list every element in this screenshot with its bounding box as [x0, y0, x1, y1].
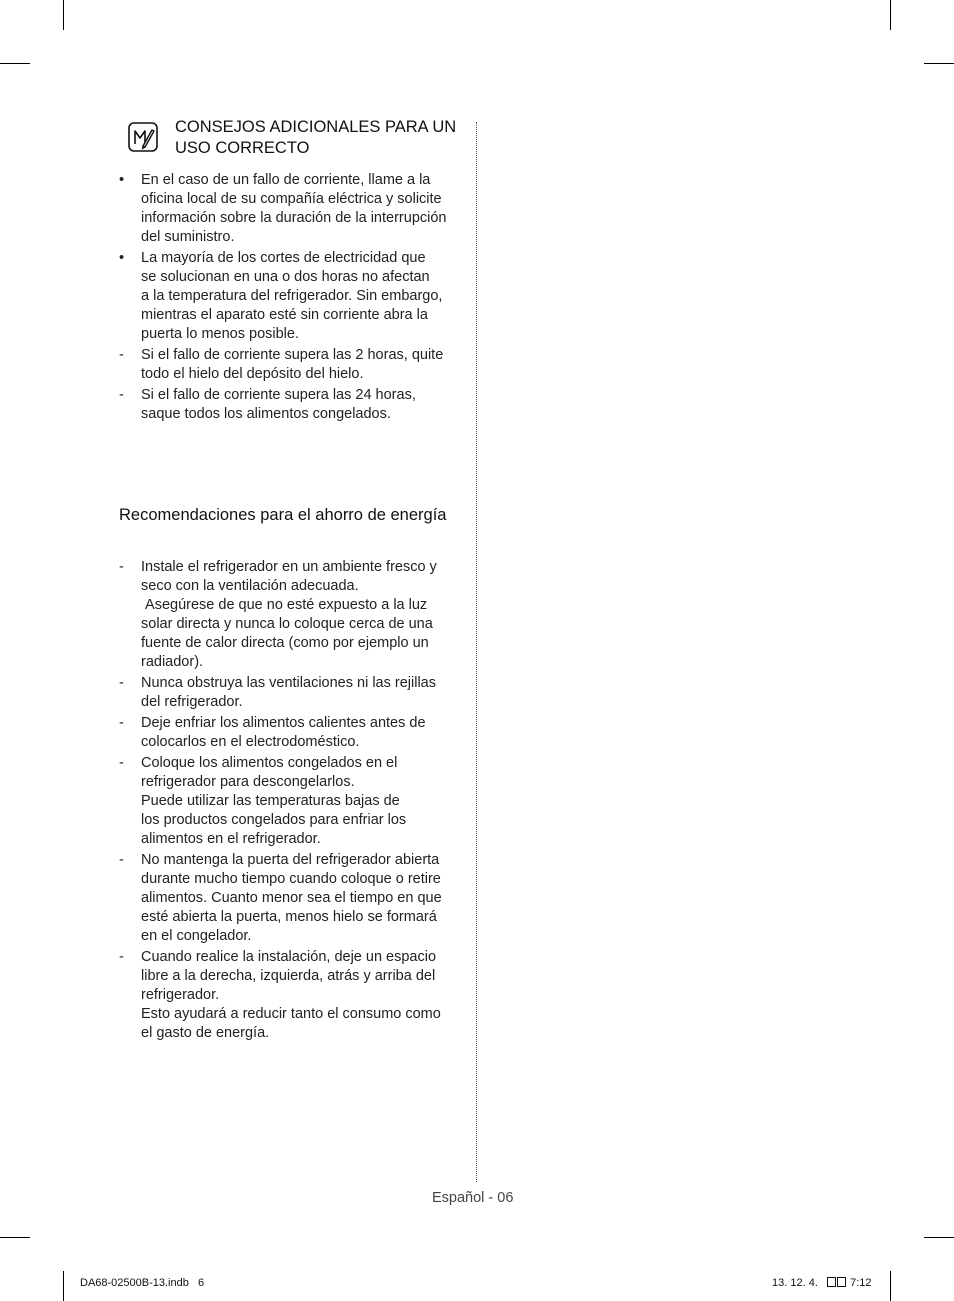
tip-title: CONSEJOS ADICIONALES PARA UN USO CORRECTO [175, 118, 457, 157]
crop-mark [0, 1237, 30, 1238]
page-number: Español - 06 [432, 1190, 514, 1206]
list-marker: - [119, 559, 124, 575]
list-item-line: del suministro. [141, 229, 235, 245]
list-item [119, 674, 469, 712]
list-item-line: Coloque los alimentos congelados en el [141, 755, 398, 771]
list-item-line: colocarlos en el electrodoméstico. [141, 734, 360, 750]
list-item-line: se solucionan en una o dos horas no afectan [141, 269, 430, 285]
list-item-line: mientras el aparato esté sin corriente abra la [141, 307, 428, 323]
list-item-line: refrigerador. [141, 987, 220, 1003]
list-item [119, 851, 469, 946]
list-marker: - [119, 852, 124, 868]
list-marker: - [119, 387, 124, 403]
list-item-line: No mantenga la puerta del refrigerador abierta [141, 852, 440, 868]
list-item [119, 386, 469, 424]
list-item [119, 754, 469, 849]
list-marker: - [119, 949, 124, 965]
list-item-line: durante mucho tiempo cuando coloque o retire [141, 871, 441, 887]
print-date: 13. 12. 4. [772, 1277, 818, 1289]
column-divider [476, 122, 477, 1182]
list-item-line: todo el hielo del depósito del hielo. [141, 366, 364, 382]
list-marker: • [119, 172, 125, 188]
list-item [119, 171, 469, 247]
list-marker: - [119, 755, 124, 771]
crop-mark [890, 1271, 891, 1301]
list-item-line: el gasto de energía. [141, 1025, 270, 1041]
print-date-time [772, 1277, 872, 1289]
list-item-line: oficina local de su compañía eléctrica y solicite [141, 191, 442, 207]
list-item-line: los productos congelados para enfriar los [141, 812, 407, 828]
list-item-line: Instale el refrigerador en un ambiente fresco y [141, 559, 437, 575]
list-item-line: saque todos los alimentos congelados. [141, 406, 391, 422]
glyph-box-icon [827, 1277, 836, 1287]
list-marker: - [119, 347, 124, 363]
list-item [119, 714, 469, 752]
list-item-line: Deje enfriar los alimentos calientes antes de [141, 715, 426, 731]
energy-list [119, 558, 469, 1045]
list-item [119, 558, 469, 672]
list-item-line: La mayoría de los cortes de electricidad que [141, 250, 426, 266]
list-item-line: refrigerador para descongelarlos. [141, 774, 355, 790]
tip-list [119, 171, 469, 426]
list-item-line: a la temperatura del refrigerador. Sin embargo, [141, 288, 443, 304]
note-pencil-icon [128, 122, 158, 152]
list-marker: - [119, 675, 124, 691]
crop-mark [924, 63, 954, 64]
list-item-line: alimentos. Cuanto menor sea el tiempo en que [141, 890, 442, 906]
list-item-line: del refrigerador. [141, 694, 243, 710]
list-item-line: En el caso de un fallo de corriente, llame a la [141, 172, 431, 188]
list-marker: - [119, 715, 124, 731]
list-item-line: solar directa y nunca lo coloque cerca de una [141, 616, 433, 632]
list-item-line: esté abierta la puerta, menos hielo se formará [141, 909, 437, 925]
list-item-line: Cuando realice la instalación, deje un espacio [141, 949, 437, 965]
list-item-line: libre a la derecha, izquierda, atrás y arriba del [141, 968, 436, 984]
glyph-box-icon [837, 1277, 846, 1287]
list-item-line: puerta lo menos posible. [141, 326, 299, 342]
list-item-line: Asegúrese de que no esté expuesto a la luz [141, 597, 428, 613]
list-item [119, 948, 469, 1043]
list-item-line: alimentos en el refrigerador. [141, 831, 321, 847]
list-item-line: radiador). [141, 654, 204, 670]
list-item-line: fuente de calor directa (como por ejemplo un [141, 635, 429, 651]
file-info: DA68-02500B-13.indb 6 [80, 1277, 205, 1289]
print-time: 7:12 [850, 1277, 872, 1289]
list-item-line: Si el fallo de corriente supera las 2 horas, quite [141, 347, 444, 363]
list-item [119, 249, 469, 344]
crop-mark [924, 1237, 954, 1238]
energy-section-title: Recomendaciones para el ahorro de energía [119, 506, 447, 524]
tip-header [128, 116, 468, 160]
crop-mark [0, 63, 30, 64]
list-item-line: Si el fallo de corriente supera las 24 horas, [141, 387, 416, 403]
list-item-line: en el congelador. [141, 928, 252, 944]
list-marker: • [119, 250, 125, 266]
list-item [119, 346, 469, 384]
crop-mark [890, 0, 891, 30]
crop-mark [63, 1271, 64, 1301]
list-item-line: Nunca obstruya las ventilaciones ni las rejillas [141, 675, 436, 691]
list-item-line: Esto ayudará a reducir tanto el consumo como [141, 1006, 441, 1022]
crop-mark [63, 0, 64, 30]
list-item-line: información sobre la duración de la interrupción [141, 210, 447, 226]
list-item-line: Puede utilizar las temperaturas bajas de [141, 793, 400, 809]
list-item-line: seco con la ventilación adecuada. [141, 578, 359, 594]
